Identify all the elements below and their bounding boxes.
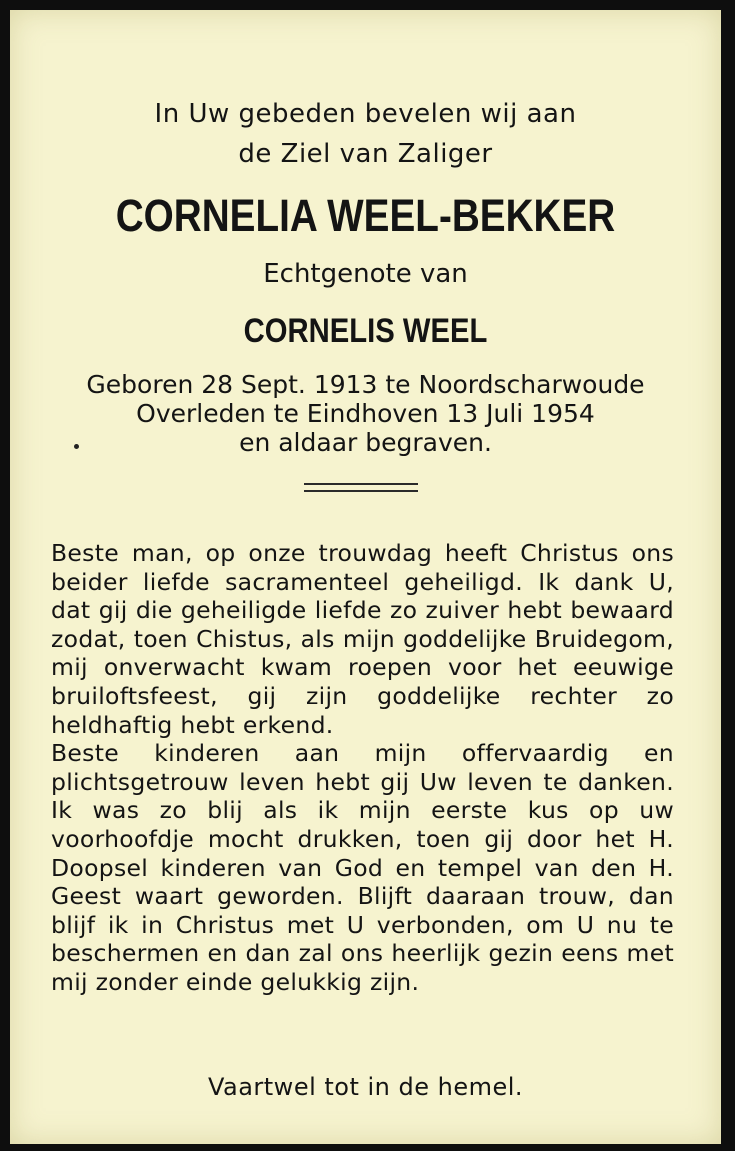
prayer-intro bbox=[10, 94, 721, 174]
spouse-name: CORNELIS WEEL bbox=[243, 312, 488, 350]
double-rule-divider bbox=[304, 483, 418, 492]
deceased-name: CORNELIA WEEL-BEKKER bbox=[115, 190, 616, 241]
spouse-intro: Echtgenote van bbox=[263, 259, 468, 289]
prayer-intro-line-2: de Ziel van Zaliger bbox=[238, 139, 493, 169]
memorial-card bbox=[10, 10, 721, 1144]
print-speck bbox=[74, 444, 79, 449]
message-paragraph-2: Beste kinderen aan mijn offervaardig en plichtsgetrouw leven hebt gij Uw leven te danken. Ik was zo blij als ik mijn eerste kus op uw voorhoofdje mocht drukken, toen gij door het H. Doopsel kinderen van God en tempel van den H. Geest waart geworden. Blijft daaraan trouw, dan blijf ik in Christus met U verbonden, om U nu te beschermen en dan zal ons heerlijk gezin eens met mij zonder einde gelukkig zijn. bbox=[51, 739, 674, 996]
message-paragraph-1: Beste man, op onze trouwdag heeft Christus ons beider liefde sacramenteel geheiligd. Ik dank U, dat gij die geheiligde liefde zo zuiver hebt bewaard zodat, toen Chistus, als mijn goddelijke Bruidegom, mij onverwacht kwam roepen voor het eeuwige bruiloftsfeest, gij zijn goddelijke rechter zo heldhaftig hebt erkend. bbox=[51, 539, 674, 739]
death-line: Overleden te Eindhoven 13 Juli 1954 bbox=[136, 399, 595, 428]
birth-line: Geboren 28 Sept. 1913 te Noordscharwoude bbox=[86, 370, 645, 399]
message-text bbox=[51, 539, 674, 997]
burial-line: en aldaar begraven. bbox=[239, 428, 492, 457]
life-dates bbox=[10, 370, 721, 457]
prayer-intro-line-1: In Uw gebeden bevelen wij aan bbox=[154, 99, 577, 129]
farewell-line: Vaartwel tot in de hemel. bbox=[207, 1073, 524, 1101]
